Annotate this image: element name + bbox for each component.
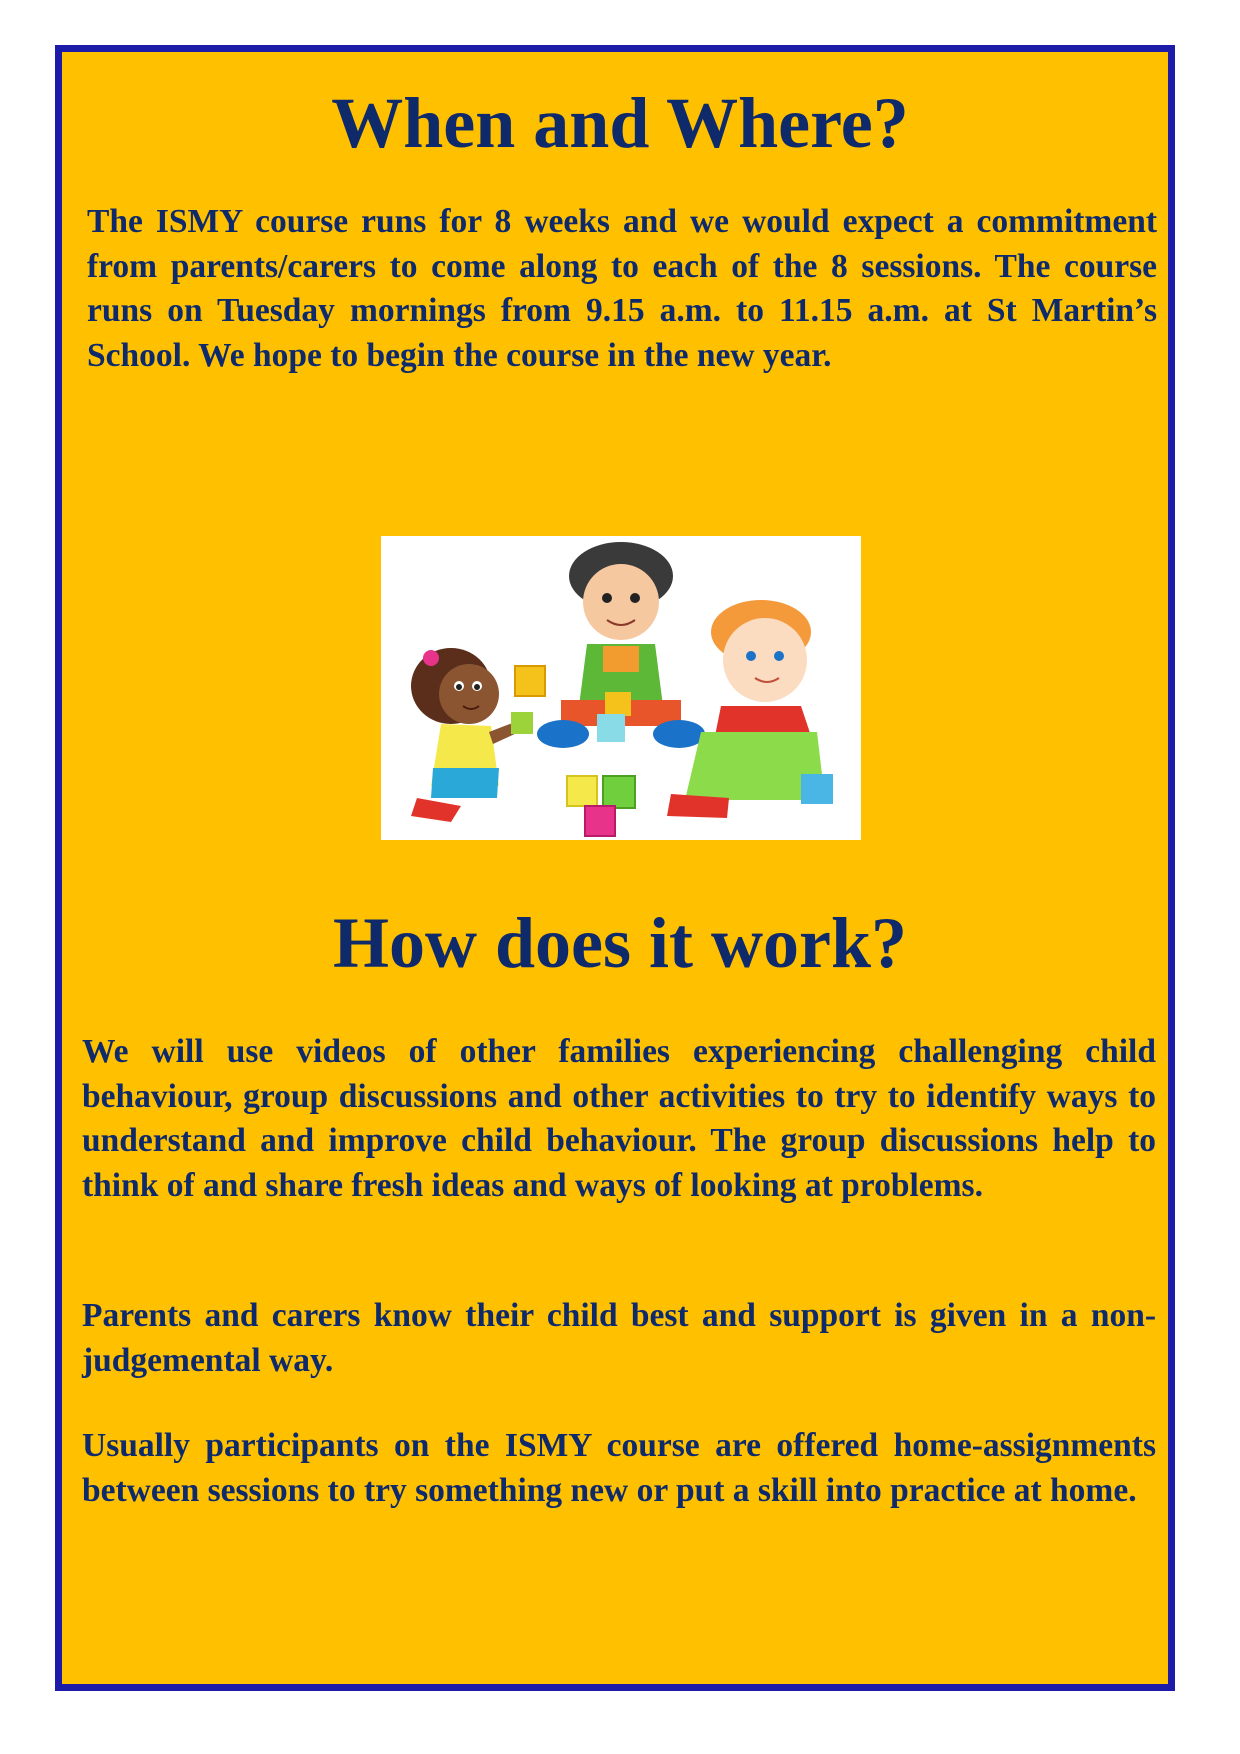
how-it-works-paragraph-3: Usually participants on the ISMY course are offered home-assignments between sessions to try something new or put a skill into practice at home. <box>82 1427 1156 1509</box>
floor-block-yellow <box>567 776 597 806</box>
how-it-works-paragraph-2: Parents and carers know their child best and support is given in a non-judgemental way. <box>82 1297 1156 1379</box>
how-it-works-paragraph-1: We will use videos of other families experiencing challenging child behaviour, group discussions and other activities to try to identify ways to understand and improve child behaviour. The group discussions help to think of and share fresh ideas and ways of looking at problems. <box>82 1033 1156 1204</box>
how-it-works-heading: How does it work? <box>333 903 907 983</box>
redhead-boy-figure <box>667 600 833 818</box>
yellow-block <box>515 666 545 696</box>
children-playing-illustration <box>381 536 861 840</box>
children-blocks-image <box>381 536 861 840</box>
boy-figure <box>537 542 705 748</box>
floor-block-pink <box>585 806 615 836</box>
floor-block-green <box>603 776 635 808</box>
when-where-heading: When and Where? <box>331 83 909 163</box>
when-where-paragraph: The ISMY course runs for 8 weeks and we would expect a commitment from parents/carers to come along to each of the 8 sessions. The course runs on Tuesday mornings from 9.15 a.m. to 11.15 a.m. at St Martin’s School. We hope to begin the course in the new year. <box>87 203 1157 374</box>
